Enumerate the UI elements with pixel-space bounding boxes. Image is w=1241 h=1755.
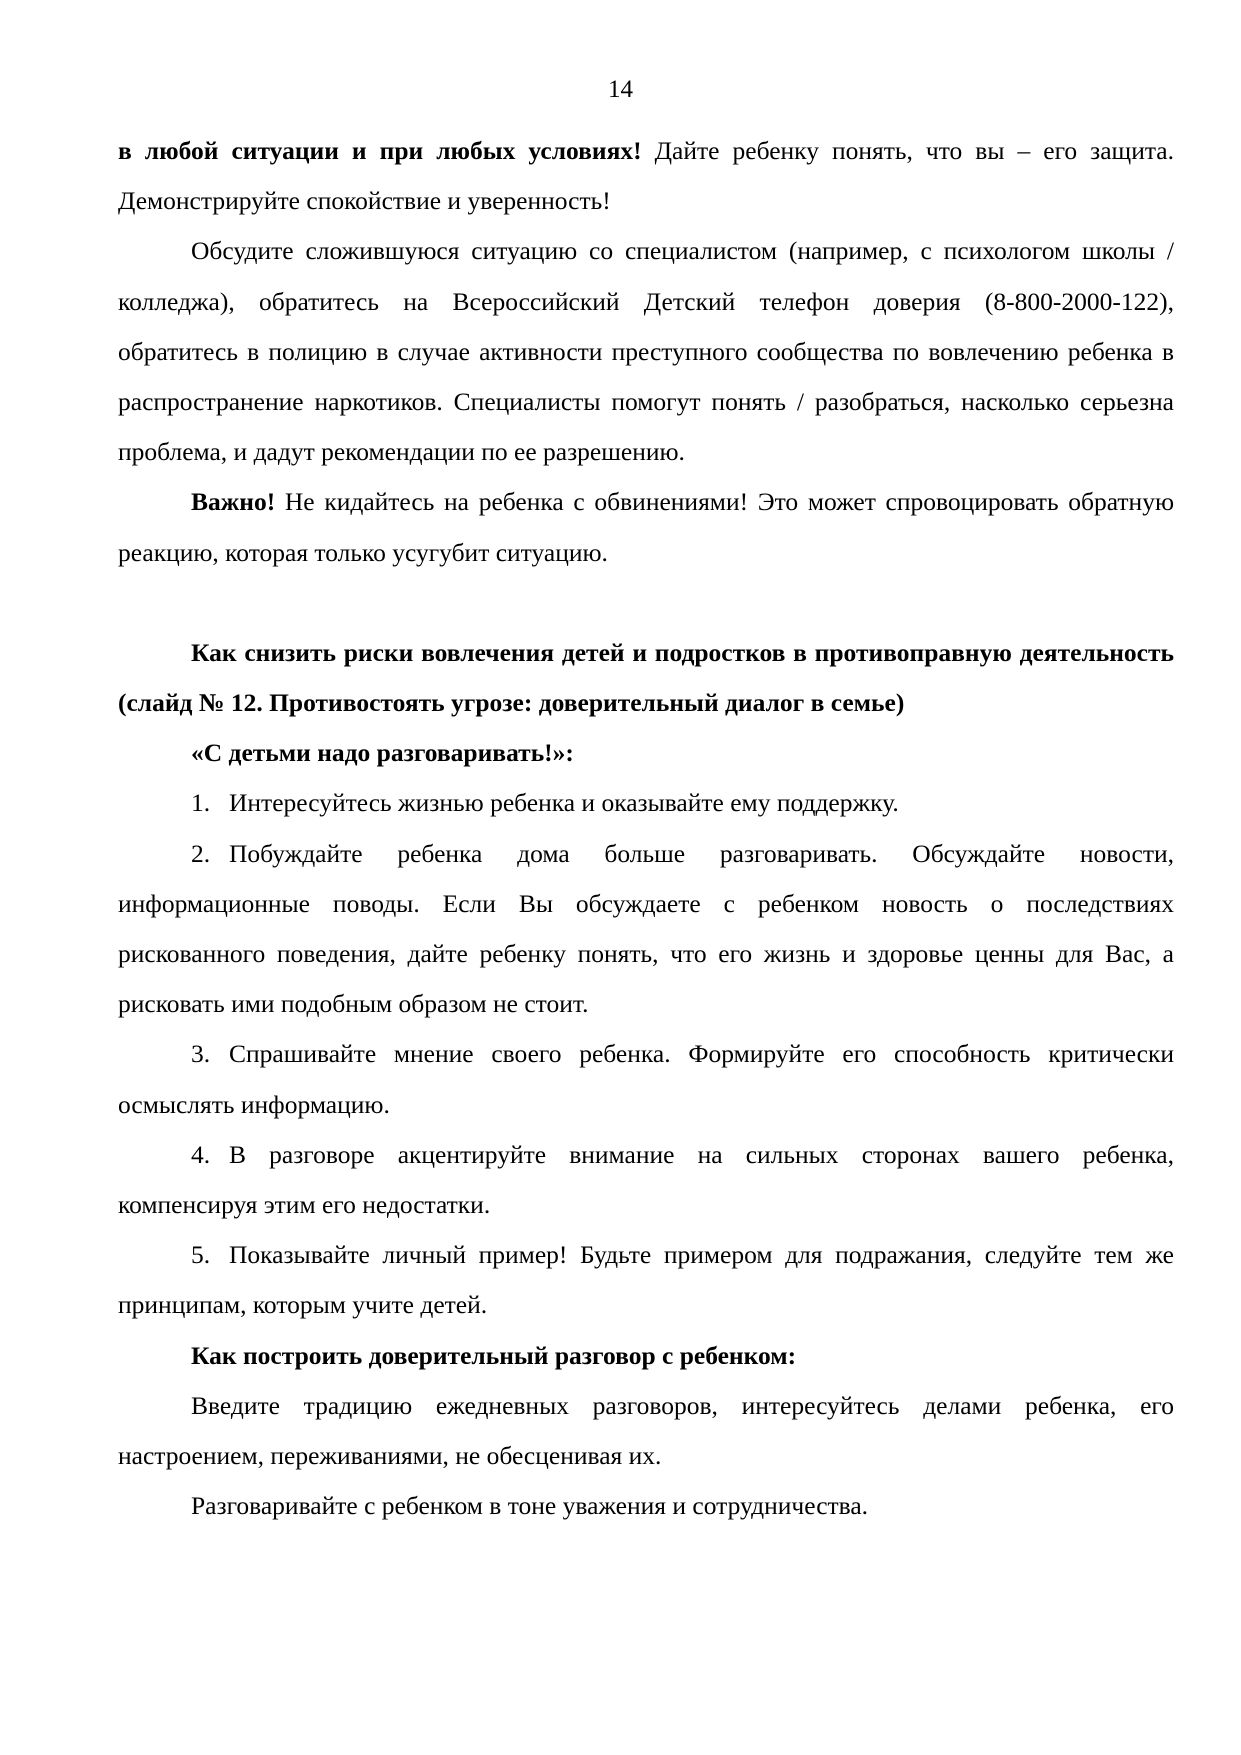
paragraph-protection bbox=[118, 126, 1174, 226]
paragraph-text: Дайте ребенку понять, что вы – его защита. Демонстрируйте спокойствие и уверенность! bbox=[118, 136, 1174, 216]
list-number: 1. bbox=[191, 788, 211, 818]
subheading-trust: Как построить доверительный разговор с ребенком: bbox=[191, 1340, 797, 1370]
paragraph-respect: Разговаривайте с ребенком в тоне уважения и сотрудничества. bbox=[191, 1491, 869, 1521]
list-text: Побуждайте ребенка дома больше разговаривать. Обсуждайте новости, информационные поводы. Если Вы обсуждаете с ребенком новость о последствиях рискованного поведения, дайте ребенку понять, что его жизнь и здоровье ценны для Вас, а рисковать ими подобным образом не стоит. bbox=[118, 838, 1174, 1019]
paragraph-important bbox=[118, 477, 1174, 577]
paragraph-text: Не кидайтесь на ребенка с обвинениями! Это может спровоцировать обратную реакцию, которая только усугубит ситуацию. bbox=[118, 487, 1174, 567]
list-text: Интересуйтесь жизнью ребенка и оказывайте ему поддержку. bbox=[229, 788, 899, 818]
spacer bbox=[118, 578, 1174, 628]
list-text: Спрашивайте мнение своего ребенка. Формируйте его способность критически осмыслять информацию. bbox=[118, 1039, 1174, 1119]
section-heading: Как снизить риски вовлечения детей и подростков в противоправную деятельность (слайд № 12. Противостоять угрозе: доверительный диалог в семье) bbox=[118, 637, 1174, 718]
list-text: В разговоре акцентируйте внимание на сильных сторонах вашего ребенка, компенсируя этим его недостатки. bbox=[118, 1139, 1174, 1220]
list-number: 5. bbox=[191, 1240, 211, 1270]
subheading-talk: «С детьми надо разговаривать!»: bbox=[191, 738, 574, 768]
list-number: 2. bbox=[191, 838, 211, 868]
list-item bbox=[118, 1230, 1174, 1330]
important-label: Важно! bbox=[191, 487, 276, 517]
page-content bbox=[118, 126, 1174, 1531]
list-text: Показывайте личный пример! Будьте примером для подражания, следуйте тем же принципам, которым учите детей. bbox=[118, 1240, 1174, 1320]
list-number: 4. bbox=[191, 1139, 211, 1169]
bold-lead: в любой ситуации и при любых условиях! bbox=[118, 136, 642, 165]
page-number: 14 bbox=[608, 76, 633, 103]
list-item bbox=[118, 1130, 1174, 1230]
paragraph-tradition: Введите традицию ежедневных разговоров, интересуйтесь делами ребенка, его настроением, переживаниями, не обесценивая их. bbox=[118, 1390, 1174, 1471]
list-item bbox=[118, 829, 1174, 1030]
list-item bbox=[118, 1029, 1174, 1129]
list-number: 3. bbox=[191, 1039, 211, 1069]
paragraph-specialist: Обсудите сложившуюся ситуацию со специалистом (например, с психологом школы / колледжа), обратитесь на Всероссийский Детский телефон доверия (8-800-2000-122), обратитесь в полицию в случае активности преступного сообщества по вовлечению ребенка в распространение наркотиков. Специалисты помогут понять / разобраться, насколько серьезна проблема, и дадут рекомендации по ее разрешению. bbox=[118, 236, 1174, 467]
list-item bbox=[118, 778, 1174, 828]
